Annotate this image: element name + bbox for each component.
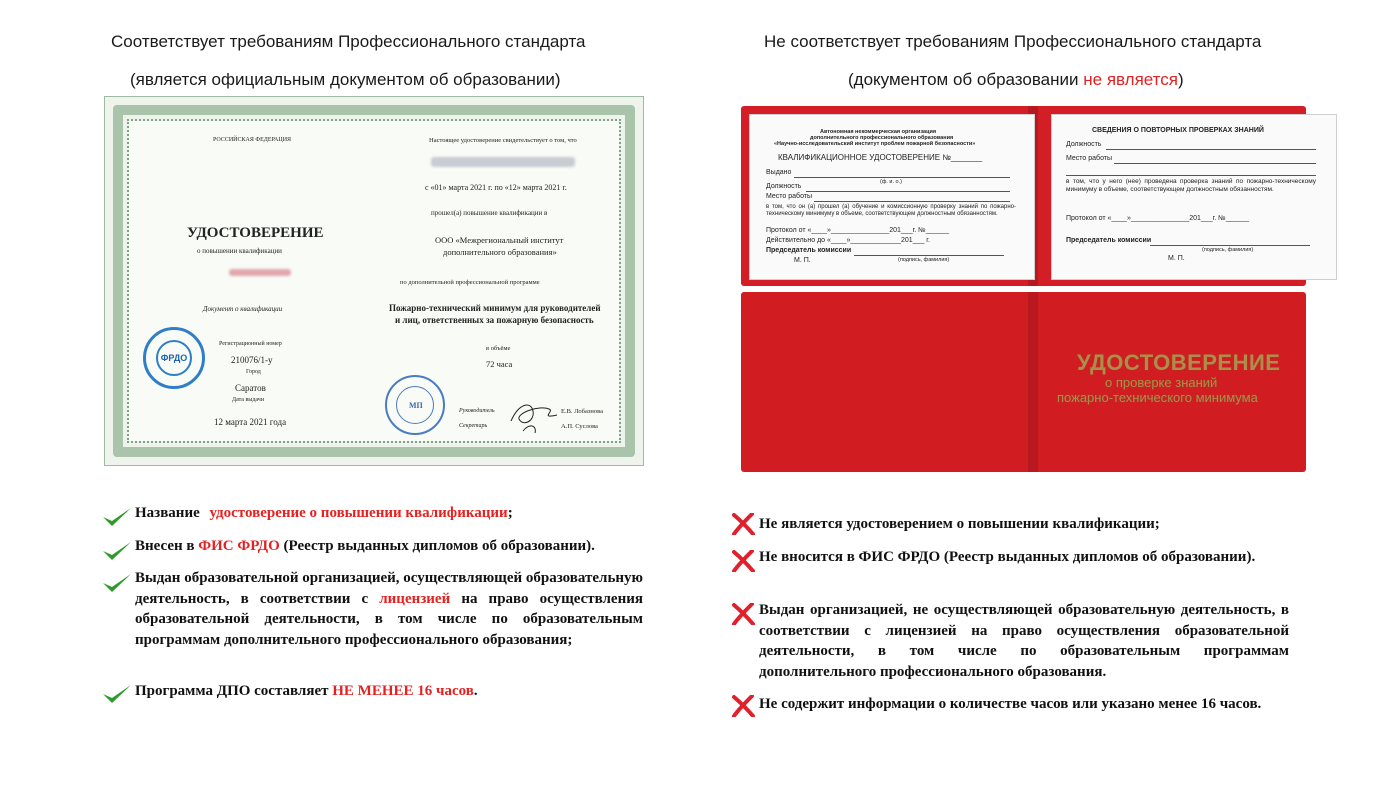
- cert-org-line2: дополнительного образования»: [443, 247, 557, 257]
- cert-secretary-label: Секретарь: [459, 423, 488, 429]
- cover-title: УДОСТОВЕРЕНИЕ: [1077, 350, 1281, 375]
- cross-icon: [731, 513, 755, 535]
- cert-blurred-name: [431, 157, 575, 167]
- cert-passed: прошел(а) повышение квалификации в: [431, 209, 548, 217]
- left-item-3-prefix: Выдан образовательной организацией, осуществляющей образовательную деятельность, в соответствии с: [135, 570, 643, 607]
- cert-reg-label: Регистрационный номер: [219, 341, 282, 347]
- left-item-2: [135, 536, 643, 557]
- ins-valid: Действительно до «____»_____________201___ г.: [766, 237, 930, 244]
- checkmark-icon: [101, 683, 133, 705]
- left-item-4-prefix: Программа ДПО составляет: [135, 683, 333, 699]
- ins-title: КВАЛИФИКАЦИОННОЕ УДОСТОВЕРЕНИЕ №_______: [778, 153, 983, 162]
- cert-period: с «01» марта 2021 г. по «12» марта 2021 г.: [425, 183, 567, 192]
- cross-icon: [731, 550, 755, 572]
- ins-org-line2: дополнительного профессионального образования: [810, 135, 954, 141]
- head-signature: [509, 397, 559, 437]
- cert-date-label: Дата выдачи: [232, 397, 265, 403]
- qualification-certificate-image: [104, 96, 644, 466]
- booklet-insert-left: [749, 114, 1035, 280]
- booklet-spine-bottom: [1028, 292, 1038, 472]
- ins-r-position: Должность: [1066, 141, 1102, 148]
- left-item-4: [135, 681, 643, 702]
- cert-program-line1: Пожарно-технический минимум для руководителей: [389, 303, 601, 313]
- booklet-cover: [741, 292, 1306, 472]
- cert-date: 12 марта 2021 года: [214, 417, 287, 427]
- right-item-3: Выдан организацией, не осуществляющей образовательную деятельность, в соответствии с лицензией на право осуществления образовательной деятельности, в том числе по образовательным программам дополнительного профессионального образования.: [759, 602, 1289, 680]
- cert-head-name: Е.В. Лобазнова: [561, 408, 604, 415]
- checkmark-icon: [101, 540, 133, 562]
- right-heading-line2-prefix: (документом об образовании: [848, 70, 1084, 89]
- ins-r-chair: Председатель комиссии: [1066, 237, 1152, 244]
- cert-head-label: Руководитель: [459, 408, 495, 414]
- left-item-1: [135, 503, 643, 524]
- ins-position: Должность: [766, 183, 802, 190]
- cert-blurred-number: [229, 269, 291, 276]
- ins-sign: (подпись, фамилия): [898, 257, 950, 263]
- ins-mp: М. П.: [794, 257, 811, 264]
- cert-reg-number: 210076/1-у: [231, 355, 273, 365]
- frdo-stamp-text: ФРДО: [160, 353, 188, 363]
- left-heading-line2: (является официальным документом об образовании): [130, 70, 561, 89]
- left-item-3-suffix: на право осуществления образовательной деятельности, в том числе по образовательным программам дополнительного профессионального образования;: [135, 590, 643, 648]
- cert-volume-label: в объёме: [486, 345, 511, 352]
- cert-doc-type: Документ о квалификации: [203, 305, 283, 313]
- right-heading-line2-suffix: ): [1177, 70, 1184, 89]
- cert-org-line1: ООО «Межрегиональный институт: [435, 235, 564, 245]
- organization-seal-text: МП: [409, 401, 423, 410]
- cover-line3: пожарно-технического минимума: [1057, 390, 1258, 405]
- ins-workplace: Место работы: [766, 193, 813, 200]
- right-heading-line1: Не соответствует требованиям Профессионального стандарта: [764, 32, 1262, 51]
- ins-r-sign: (подпись, фамилия): [1202, 247, 1254, 253]
- cert-secretary-name: А.П. Суслова: [561, 423, 598, 430]
- ins-chair: Председатель комиссии: [766, 247, 852, 254]
- organization-seal: [385, 375, 445, 435]
- left-item-1-suffix: ;: [507, 505, 513, 521]
- ins-issued: Выдано: [766, 169, 792, 176]
- left-item-4-suffix: .: [473, 683, 478, 699]
- right-item-1: Не является удостоверением о повышении квалификации;: [759, 516, 1160, 532]
- left-item-2-prefix: Внесен в: [135, 538, 199, 554]
- left-item-1-highlight: удостоверение о повышении квалификации: [209, 505, 508, 521]
- cert-subtitle: о повышении квалификации: [197, 247, 282, 255]
- cert-volume: 72 часа: [486, 359, 513, 369]
- cert-program-label: по дополнительной профессиональной программе: [400, 279, 540, 286]
- right-item-2: Не вносится в ФИС ФРДО (Реестр выданных дипломов об образовании).: [759, 549, 1256, 565]
- left-item-3-highlight: лицензией: [379, 590, 451, 607]
- ins-r-title: СВЕДЕНИЯ О ПОВТОРНЫХ ПРОВЕРКАХ ЗНАНИЙ: [1092, 127, 1264, 134]
- cross-icon: [731, 603, 755, 625]
- left-item-2-highlight: ФИС ФРДО: [198, 538, 280, 554]
- ins-text: в том, что он (а) прошел (а) обучение и комиссионную проверку знаний по пожарно-техническому минимуму в объеме, соответствующем должностным обязанностям.: [766, 204, 1016, 217]
- right-item-4: Не содержит информации о количестве часов или указано менее 16 часов.: [759, 696, 1262, 712]
- checkmark-icon: [101, 506, 133, 528]
- ins-r-mp: М. П.: [1168, 255, 1185, 262]
- ins-org-line1: Автономная некоммерческая организация: [820, 129, 937, 135]
- frdo-stamp: [143, 327, 205, 389]
- ins-protocol: Протокол от «____»_______________201___г. №______: [766, 227, 950, 234]
- left-item-2-suffix: (Реестр выданных дипломов об образовании).: [279, 538, 595, 554]
- ins-r-text: в том, что у него (нее) проведена проверка знаний по пожарно-техническому минимуму в объеме, соответствующем должностным обязанностям.: [1066, 178, 1316, 193]
- certificate-dotted-border: [127, 119, 621, 443]
- left-heading-line1: Соответствует требованиям Профессионального стандарта: [111, 32, 586, 51]
- left-item-4-highlight: НЕ МЕНЕЕ 16 часов: [332, 683, 474, 699]
- cert-city: Саратов: [235, 383, 266, 393]
- left-item-3: [135, 568, 643, 650]
- right-heading-line2: [848, 70, 1184, 90]
- ins-fio: (ф. и. о.): [880, 179, 902, 185]
- cert-intro: Настоящее удостоверение свидетельствует о том, что: [429, 137, 577, 144]
- cert-country: РОССИЙСКАЯ ФЕДЕРАЦИЯ: [213, 137, 292, 143]
- ins-r-protocol: Протокол от «____»_______________201___г. №______: [1066, 215, 1250, 222]
- checkmark-icon: [101, 572, 133, 594]
- cert-city-label: Город: [246, 369, 261, 375]
- right-heading-line2-red: не является: [1083, 70, 1178, 89]
- cert-program-line2: и лиц, ответственных за пожарную безопасность: [395, 315, 594, 325]
- ins-r-workplace: Место работы: [1066, 155, 1113, 162]
- red-booklet-image: [731, 98, 1315, 484]
- ins-org-line3: «Научно-исследовательский институт проблем пожарной безопасности»: [774, 141, 976, 147]
- left-item-1-prefix: Название: [135, 505, 204, 521]
- booklet-insert-right: [1051, 114, 1337, 280]
- cross-icon: [731, 695, 755, 717]
- cert-title: УДОСТОВЕРЕНИЕ: [187, 225, 324, 241]
- cover-line2: о проверке знаний: [1105, 375, 1218, 390]
